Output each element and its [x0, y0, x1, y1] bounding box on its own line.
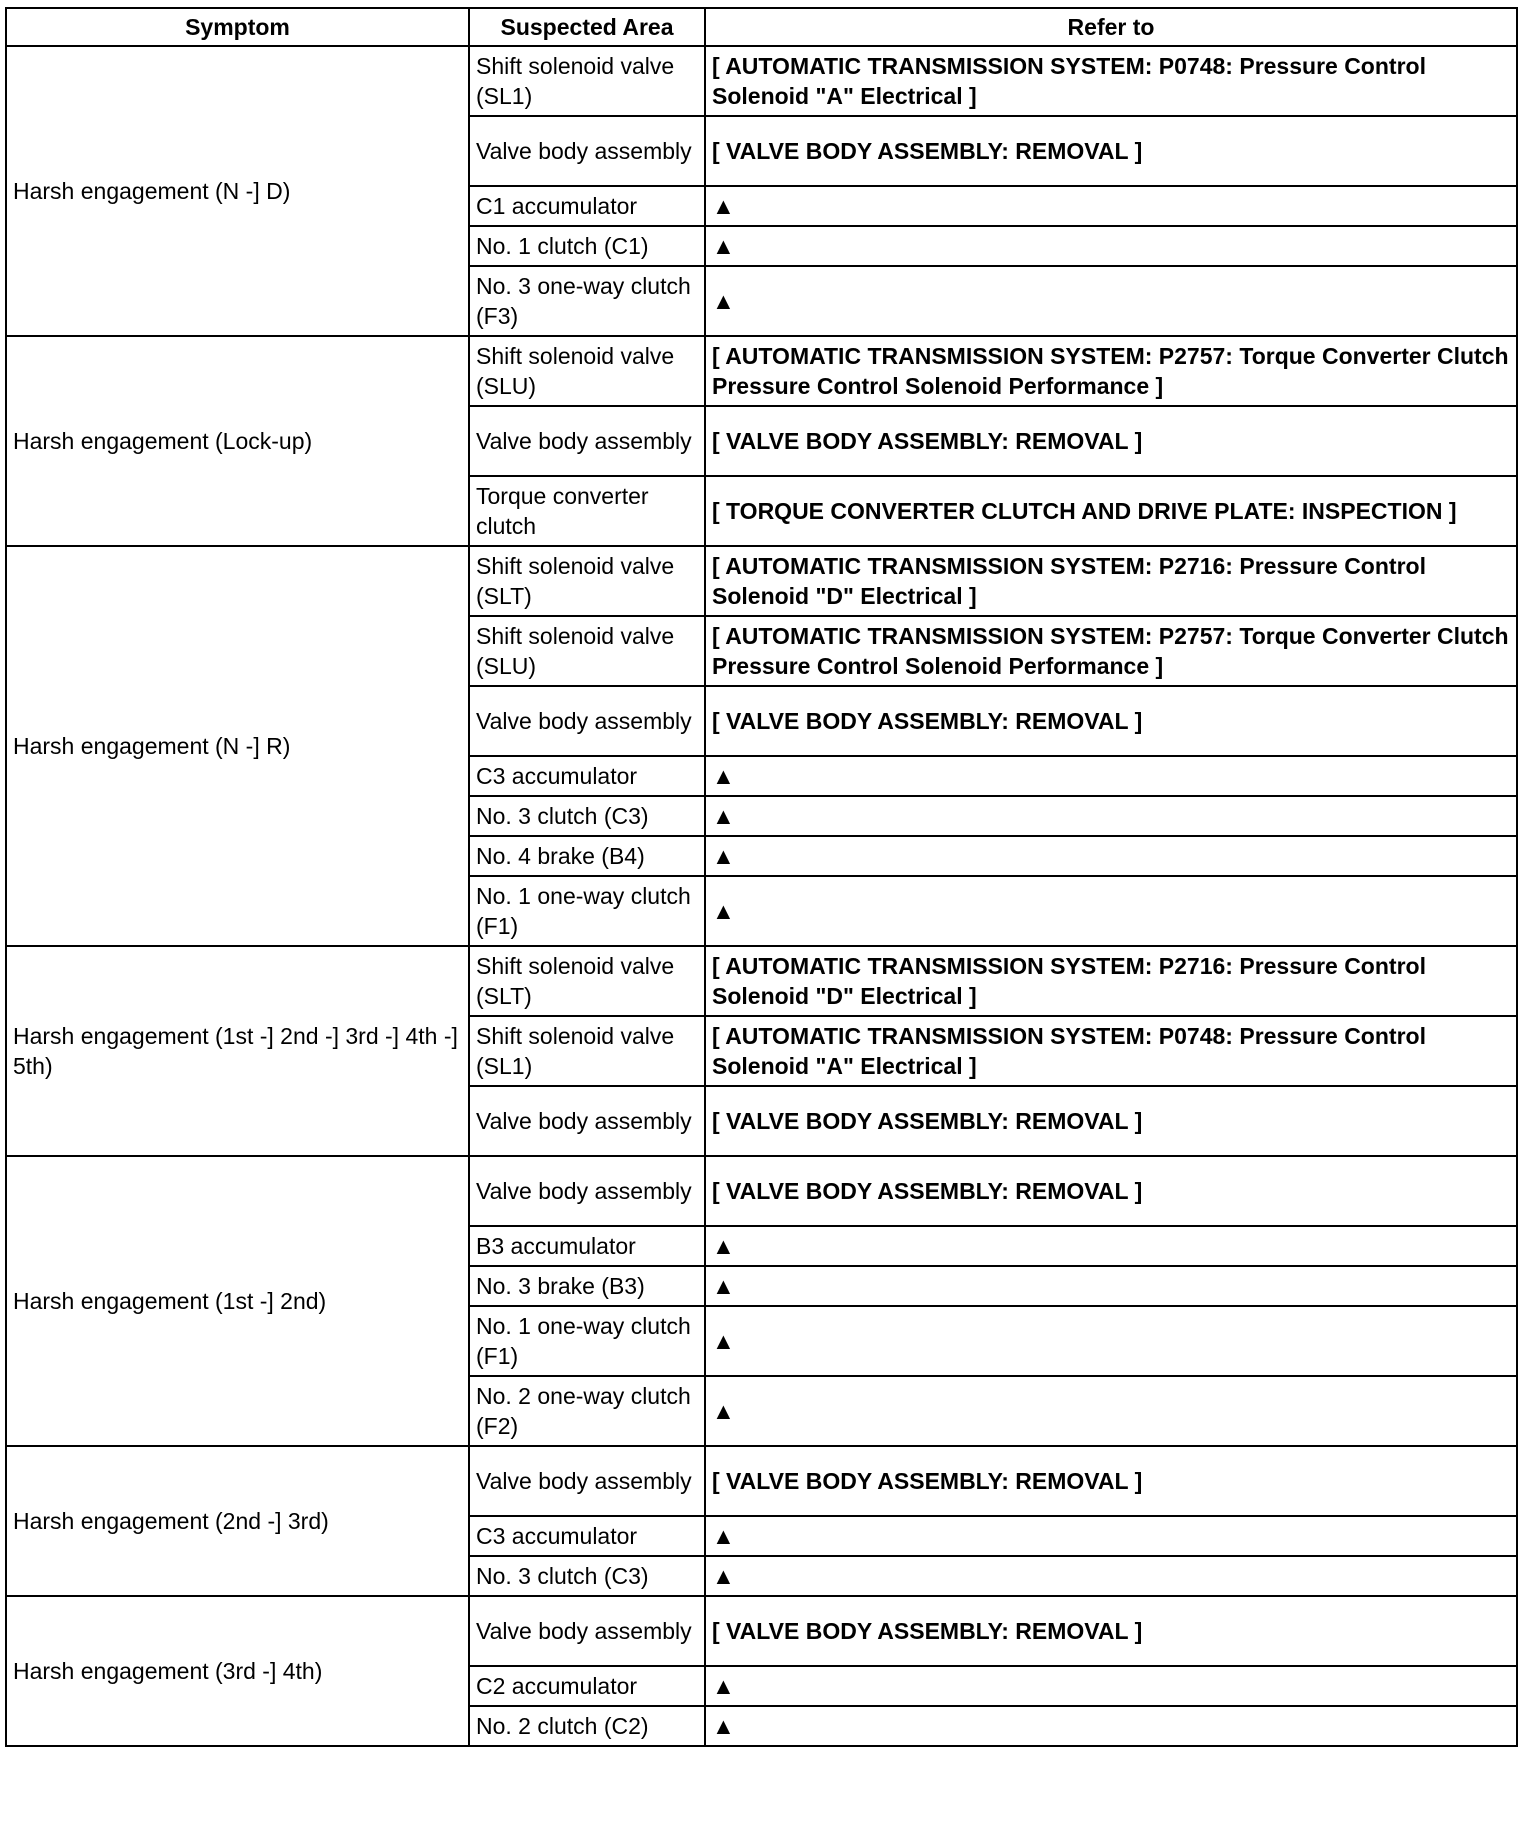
header-symptom: Symptom — [6, 8, 469, 46]
triangle-icon: ▲ — [705, 266, 1517, 336]
suspected-area-cell: Shift solenoid valve (SL1) — [469, 1016, 705, 1086]
table-row — [6, 1596, 1517, 1666]
suspected-area-cell: Shift solenoid valve (SL1) — [469, 46, 705, 116]
refer-to-link[interactable]: [ VALVE BODY ASSEMBLY: REMOVAL ] — [705, 1596, 1517, 1666]
refer-to-link[interactable]: [ VALVE BODY ASSEMBLY: REMOVAL ] — [705, 686, 1517, 756]
table-row — [6, 46, 1517, 116]
suspected-area-cell: No. 3 brake (B3) — [469, 1266, 705, 1306]
header-suspected-area: Suspected Area — [469, 8, 705, 46]
refer-to-link[interactable]: [ VALVE BODY ASSEMBLY: REMOVAL ] — [705, 1156, 1517, 1226]
refer-to-link[interactable]: [ AUTOMATIC TRANSMISSION SYSTEM: P2716: Pressure Control Solenoid "D" Electrical ] — [705, 946, 1517, 1016]
table-header-row — [6, 8, 1517, 46]
suspected-area-cell: Valve body assembly — [469, 116, 705, 186]
refer-to-link[interactable]: [ AUTOMATIC TRANSMISSION SYSTEM: P2757: Torque Converter Clutch Pressure Control Solenoid Performance ] — [705, 616, 1517, 686]
suspected-area-cell: Valve body assembly — [469, 1446, 705, 1516]
table-row — [6, 546, 1517, 616]
triangle-icon: ▲ — [705, 796, 1517, 836]
suspected-area-cell: No. 3 one-way clutch (F3) — [469, 266, 705, 336]
suspected-area-cell: No. 1 one-way clutch (F1) — [469, 876, 705, 946]
symptom-cell: Harsh engagement (2nd -] 3rd) — [6, 1446, 469, 1596]
triangle-icon: ▲ — [705, 1516, 1517, 1556]
symptom-cell: Harsh engagement (N -] R) — [6, 546, 469, 946]
suspected-area-cell: No. 2 one-way clutch (F2) — [469, 1376, 705, 1446]
table-row — [6, 1156, 1517, 1226]
suspected-area-cell: No. 4 brake (B4) — [469, 836, 705, 876]
suspected-area-cell: Torque converter clutch — [469, 476, 705, 546]
table-row — [6, 336, 1517, 406]
triangle-icon: ▲ — [705, 1706, 1517, 1746]
symptom-cell: Harsh engagement (3rd -] 4th) — [6, 1596, 469, 1746]
refer-to-link[interactable]: [ VALVE BODY ASSEMBLY: REMOVAL ] — [705, 1086, 1517, 1156]
refer-to-link[interactable]: [ VALVE BODY ASSEMBLY: REMOVAL ] — [705, 406, 1517, 476]
symptom-cell: Harsh engagement (N -] D) — [6, 46, 469, 336]
refer-to-link[interactable]: [ VALVE BODY ASSEMBLY: REMOVAL ] — [705, 116, 1517, 186]
suspected-area-cell: No. 1 one-way clutch (F1) — [469, 1306, 705, 1376]
symptom-cell: Harsh engagement (1st -] 2nd -] 3rd -] 4th -] 5th) — [6, 946, 469, 1156]
refer-to-link[interactable]: [ AUTOMATIC TRANSMISSION SYSTEM: P2716: Pressure Control Solenoid "D" Electrical ] — [705, 546, 1517, 616]
triangle-icon: ▲ — [705, 1226, 1517, 1266]
triangle-icon: ▲ — [705, 1556, 1517, 1596]
suspected-area-cell: No. 2 clutch (C2) — [469, 1706, 705, 1746]
triangle-icon: ▲ — [705, 1306, 1517, 1376]
troubleshooting-table-container — [5, 7, 1516, 1747]
troubleshooting-table — [5, 7, 1518, 1747]
table-row — [6, 1446, 1517, 1516]
refer-to-link[interactable]: [ AUTOMATIC TRANSMISSION SYSTEM: P0748: Pressure Control Solenoid "A" Electrical ] — [705, 46, 1517, 116]
symptom-cell: Harsh engagement (1st -] 2nd) — [6, 1156, 469, 1446]
suspected-area-cell: No. 1 clutch (C1) — [469, 226, 705, 266]
suspected-area-cell: C2 accumulator — [469, 1666, 705, 1706]
suspected-area-cell: Valve body assembly — [469, 686, 705, 756]
suspected-area-cell: Shift solenoid valve (SLT) — [469, 946, 705, 1016]
triangle-icon: ▲ — [705, 836, 1517, 876]
triangle-icon: ▲ — [705, 1666, 1517, 1706]
suspected-area-cell: Shift solenoid valve (SLU) — [469, 336, 705, 406]
suspected-area-cell: Valve body assembly — [469, 406, 705, 476]
suspected-area-cell: No. 3 clutch (C3) — [469, 796, 705, 836]
refer-to-link[interactable]: [ TORQUE CONVERTER CLUTCH AND DRIVE PLATE: INSPECTION ] — [705, 476, 1517, 546]
suspected-area-cell: Valve body assembly — [469, 1596, 705, 1666]
suspected-area-cell: C3 accumulator — [469, 1516, 705, 1556]
triangle-icon: ▲ — [705, 876, 1517, 946]
suspected-area-cell: C3 accumulator — [469, 756, 705, 796]
triangle-icon: ▲ — [705, 1266, 1517, 1306]
table-row — [6, 946, 1517, 1016]
triangle-icon: ▲ — [705, 1376, 1517, 1446]
suspected-area-cell: Valve body assembly — [469, 1086, 705, 1156]
header-refer-to: Refer to — [705, 8, 1517, 46]
triangle-icon: ▲ — [705, 186, 1517, 226]
suspected-area-cell: C1 accumulator — [469, 186, 705, 226]
triangle-icon: ▲ — [705, 756, 1517, 796]
suspected-area-cell: Shift solenoid valve (SLT) — [469, 546, 705, 616]
suspected-area-cell: Valve body assembly — [469, 1156, 705, 1226]
suspected-area-cell: Shift solenoid valve (SLU) — [469, 616, 705, 686]
triangle-icon: ▲ — [705, 226, 1517, 266]
suspected-area-cell: No. 3 clutch (C3) — [469, 1556, 705, 1596]
refer-to-link[interactable]: [ AUTOMATIC TRANSMISSION SYSTEM: P2757: Torque Converter Clutch Pressure Control Solenoid Performance ] — [705, 336, 1517, 406]
symptom-cell: Harsh engagement (Lock-up) — [6, 336, 469, 546]
refer-to-link[interactable]: [ AUTOMATIC TRANSMISSION SYSTEM: P0748: Pressure Control Solenoid "A" Electrical ] — [705, 1016, 1517, 1086]
suspected-area-cell: B3 accumulator — [469, 1226, 705, 1266]
refer-to-link[interactable]: [ VALVE BODY ASSEMBLY: REMOVAL ] — [705, 1446, 1517, 1516]
